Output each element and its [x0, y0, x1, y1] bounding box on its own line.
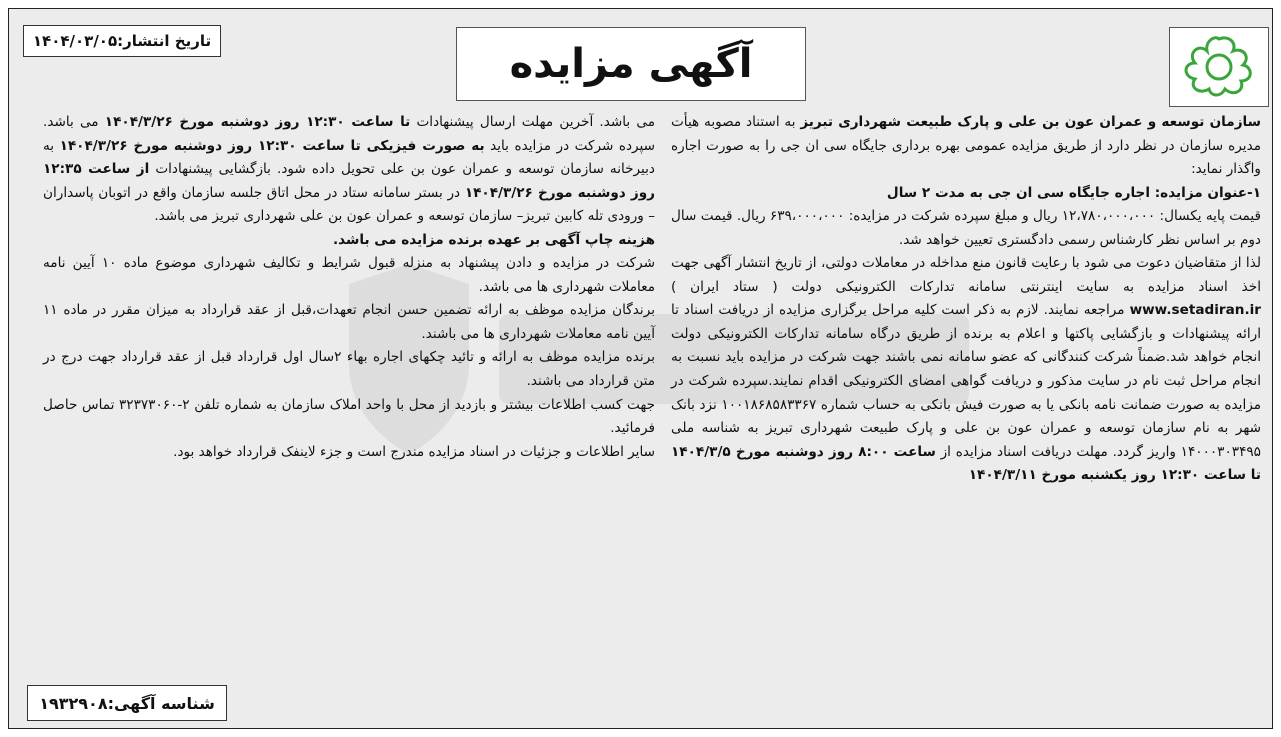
- website-link[interactable]: www.setadiran.ir: [1129, 302, 1261, 319]
- ad-id: شناسه آگهی:۱۹۳۲۹۰۸: [27, 685, 227, 721]
- fee-note-text: هزینه چاپ آگهی بر عهده برنده مزایده می باشد.: [332, 231, 655, 248]
- publish-date: تاریخ انتشار:۱۴۰۴/۰۳/۰۵: [23, 25, 221, 57]
- organization-name: سازمان توسعه و عمران عون بن علی و پارک طبیعت شهرداری تبریز: [800, 114, 1261, 130]
- page-title: آگهی مزایده: [509, 41, 753, 87]
- other-info-paragraph: سایر اطلاعات و جزئیات در اسناد مزایده مندرج است و جزء لاینفک قرارداد خواهد بود.: [173, 443, 655, 460]
- intro-text: به استناد مصوبه هیأت مدیره سازمان در نظر دارد از طریق مزایده عمومی بهره برداری جایگاه سی ان جی را به صورت اجاره واگذار نماید:: [671, 114, 1261, 178]
- price-paragraph: قیمت پایه یکسال: ۱۲،۷۸۰،۰۰۰،۰۰۰ ریال و مبلغ سپرده شرکت در مزایده: ۶۳۹،۰۰۰،۰۰۰ ریال. قیمت سال دوم بر اساس نظر کارشناس رسمی دادگستری تعیین خواهد شد.: [671, 208, 1261, 248]
- winners-paragraph: برندگان مزایده موظف به ارائه تضمین حسن انجام تعهدات،قبل از عقد قرارداد به میزان مقرر در ماده ۱۱ آیین نامه معاملات شهرداری ها می باشند.: [43, 302, 655, 342]
- contact-paragraph: جهت کسب اطلاعات بیشتر و بازدید از محل با واحد املاک سازمان به شماره تلفن ۲-۳۲۳۷۳۰۶۰ تماس حاصل فرمائید.: [43, 396, 655, 437]
- deposit-deadline: به صورت فیزیکی تا ساعت ۱۲:۳۰ روز دوشنبه مورخ ۱۴۰۴/۳/۲۶: [59, 137, 485, 154]
- opening-time: از ساعت ۱۲:۳۵ روز دوشنبه مورخ ۱۴۰۴/۳/۲۶: [43, 161, 656, 201]
- invitation-text: لذا از متقاضیان دعوت می شود با رعایت قانون منع مداخله در معاملات دولتی، از تاریخ انتشار آگهی جهت اخذ اسناد مزایده به سایت اینترنتی سامانه تدارکات الکترونیکی دولت ( ستاد ایران ): [671, 255, 1261, 295]
- deadline-text-c: می باشد. سپرده شرکت در مزایده باید: [43, 114, 655, 154]
- procedure-text: مراجعه نمایند. لازم به ذکر است کلیه مراحل برگزاری مزایده از دریافت اسناد تا ارائه پیشنهادات و بازگشایی پاکتها و اعلام به برنده از طریق درگاه سامانه تدارکات الکترونیکی دولت انجام خواهد شد.ضمناً شرکت کنندگانی که عضو سامانه نمی باشند جهت شرکت در مزایده باید نسبت به انجام مراحل ثبت نام در سایت مذکور و دریافت گواهی امضای الکترونیکی اقدام نمایند.سپرده شرکت در مزایده به صورت ضمانت نامه بانکی یا به صورت فیش بانکی به حساب شماره ۱۰۰۱۸۶۸۵۸۳۳۶۷ نزد بانک شهر به نام سازمان توسعه و عمران عون بن علی و پارک طبیعت شهرداری تبریز به شناسه ملی ۱۴۰۰۰۳۰۳۴۹۵ واریز گردد. مهلت دریافت اسناد مزایده از: [671, 302, 1261, 460]
- intro-paragraph: [671, 111, 1261, 182]
- column-left: [43, 111, 655, 464]
- deadline-paragraph: [43, 111, 655, 229]
- submission-deadline: تا ساعت ۱۲:۳۰ روز دوشنبه مورخ ۱۴۰۴/۳/۲۶: [104, 114, 411, 130]
- deadline-text-a: می باشد. آخرین مهلت ارسال پیشنهادات: [410, 114, 656, 130]
- auction-subject-text: ۱-عنوان مزایده: اجاره جایگاه سی ان جی به مدت ۲ سال: [886, 184, 1261, 201]
- auction-notice: [8, 8, 1273, 729]
- rules-paragraph: شرکت در مزایده و دادن پیشنهاد به منزله قبول شرایط و تکالیف شهرداری موضوع ماده ۱۰ آیین نامه معاملات شهرداری ها می باشد.: [43, 255, 656, 295]
- fee-note: [43, 229, 655, 253]
- auction-subject: [671, 182, 1261, 206]
- document-deadline: ساعت ۸:۰۰ روز دوشنبه مورخ ۱۴۰۴/۳/۵ تا ساعت ۱۲:۳۰ روز یکشنبه مورخ ۱۴۰۴/۳/۱۱: [671, 443, 1261, 484]
- tabriz-municipality-logo-icon: [1169, 27, 1269, 107]
- checks-paragraph: برنده مزایده موظف به ارائه و تائید چکهای اجاره بهاء ۲سال اول قرارداد قبل از عقد قرارداد جهت درج در متن قرارداد می باشند.: [43, 349, 655, 390]
- deadline-text-g: در بستر سامانه ستاد در محل اتاق جلسه سازمان واقع در اتوبان پاسداران – ورودی تله کابین تبریز– سازمان توسعه و عمران عون بن علی شهرداری تبریز می باشد.: [43, 184, 655, 225]
- column-right: [671, 111, 1261, 488]
- procedure-paragraph: [671, 252, 1261, 487]
- deadline-text-e: به دبیرخانه سازمان توسعه و عمران عون بن علی تحویل داده شود. بازگشایی پیشنهادات: [43, 137, 655, 178]
- title-box: [456, 27, 806, 101]
